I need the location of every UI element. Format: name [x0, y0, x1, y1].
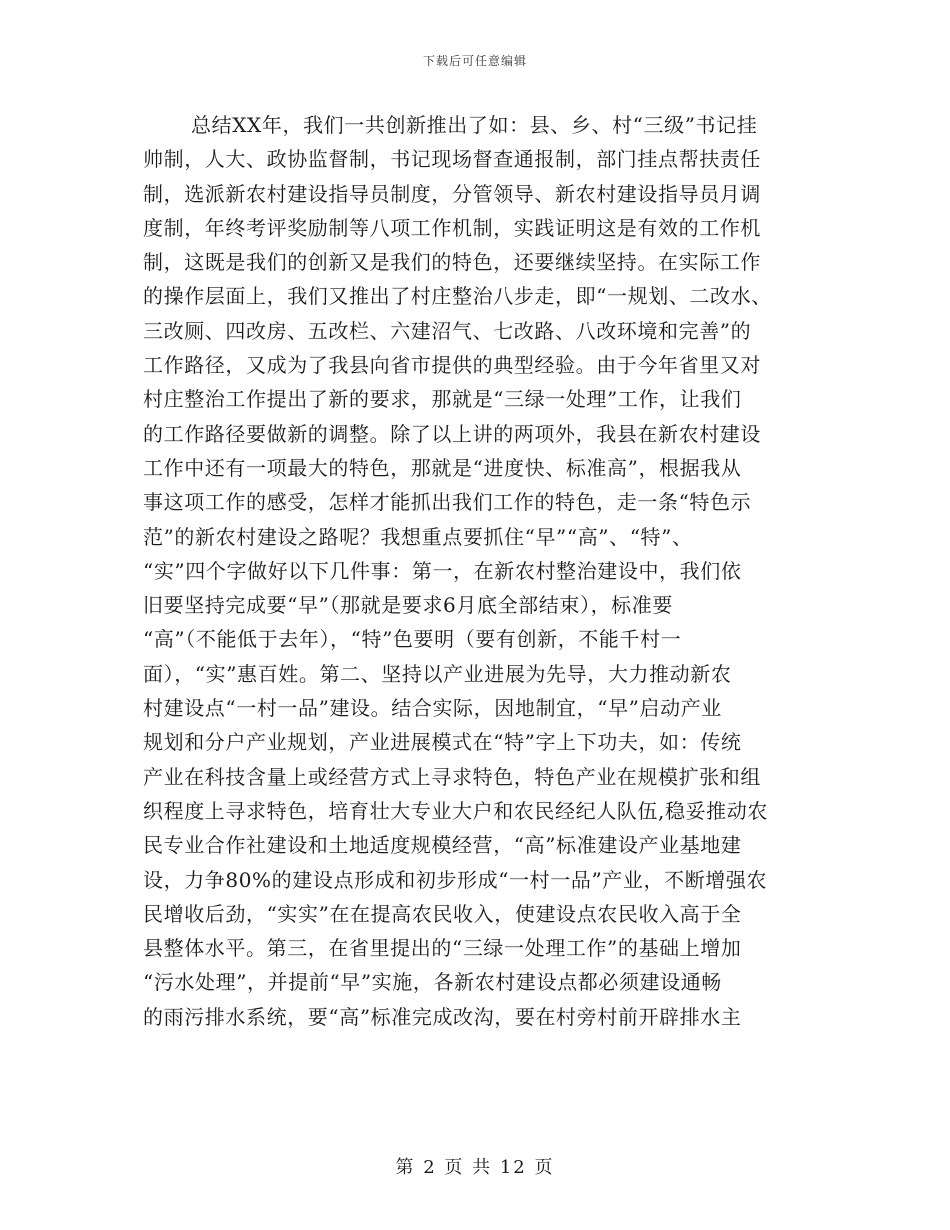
text-line: 三改厕、四改房、五改栏、六建沼气、七改路、八改环境和完善”的	[143, 318, 752, 343]
text-line: 制，选派新农村建设指导员制度，分管领导、新农村建设指导员月调	[143, 181, 761, 206]
text-line: 产业在科技含量上或经营方式上寻求特色，特色产业在规模扩张和组	[143, 764, 761, 789]
document-body	[143, 108, 808, 1034]
text-line: 民专业合作社建设和土地适度规模经营，“高”标准建设产业基地建	[143, 833, 742, 858]
text-line: “实”四个字做好以下几件事：第一，在新农村整治建设中，我们依	[143, 558, 742, 583]
page-number: 第 2 页 共 12 页	[395, 1157, 555, 1178]
text-line: 县整体水平。第三，在省里提出的“三绿一处理工作”的基础上增加	[143, 936, 742, 961]
text-line: 总结XX年，我们一共创新推出了如：县、乡、村“三级”书记挂	[191, 113, 758, 137]
text-line: 工作路径，又成为了我县向省市提供的典型经验。由于今年省里又对	[143, 353, 761, 378]
text-line: 村庄整治工作提出了新的要求，那就是“三绿一处理”工作，让我们	[143, 387, 742, 412]
text-line: 范”的新农村建设之路呢？我想重点要抓住“早”“高”、“特”、	[143, 524, 693, 549]
text-line: 民增收后劲，“实实”在在提高农民收入，使建设点农民收入高于全	[143, 901, 742, 926]
text-line: 面），“实”惠百姓。第二、坚持以产业进展为先导，大力推动新农	[143, 661, 732, 686]
text-line: “高”（不能低于去年），“特”色要明（要有创新，不能千村一	[143, 627, 682, 652]
text-line: 的操作层面上，我们又推出了村庄整治八步走，即“一规划、二改水、	[143, 284, 772, 309]
text-line: 度制，年终考评奖励制等八项工作机制，实践证明这是有效的工作机	[143, 215, 761, 240]
text-line: 帅制，人大、政协监督制，书记现场督查通报制，部门挂点帮扶责任	[143, 147, 761, 172]
page-header-note: 下载后可任意编辑	[422, 54, 527, 68]
text-line: 工作中还有一项最大的特色，那就是“进度快、标准高”，根据我从	[143, 455, 742, 480]
text-line: 旧要坚持完成要“早”（那就是要求6月底全部结束），标准要	[143, 593, 673, 618]
text-line: 织程度上寻求特色，培育壮大专业大户和农民经纪人队伍,稳妥推动农	[143, 798, 768, 823]
text-line: 制，这既是我们的创新又是我们的特色，还要继续坚持。在实际工作	[143, 250, 761, 275]
text-line: 的雨污排水系统，要“高”标准完成改沟，要在村旁村前开辟排水主	[143, 1004, 742, 1029]
text-line: 事这项工作的感受，怎样才能抓出我们工作的特色，走一条“特色示	[143, 490, 752, 515]
text-line: “污水处理”，并提前“早”实施，各新农村建设点都必须建设通畅	[143, 970, 722, 995]
text-line: 的工作路径要做新的调整。除了以上讲的两项外，我县在新农村建设	[143, 421, 761, 446]
text-line: 规划和分户产业规划，产业进展模式在“特”字上下功夫，如：传统	[143, 730, 742, 755]
text-line: 设，力争80%的建设点形成和初步形成“一村一品”产业，不断增强农	[143, 867, 768, 892]
text-line: 村建设点“一村一品”建设。结合实际，因地制宜，“早”启动产业	[143, 696, 722, 721]
